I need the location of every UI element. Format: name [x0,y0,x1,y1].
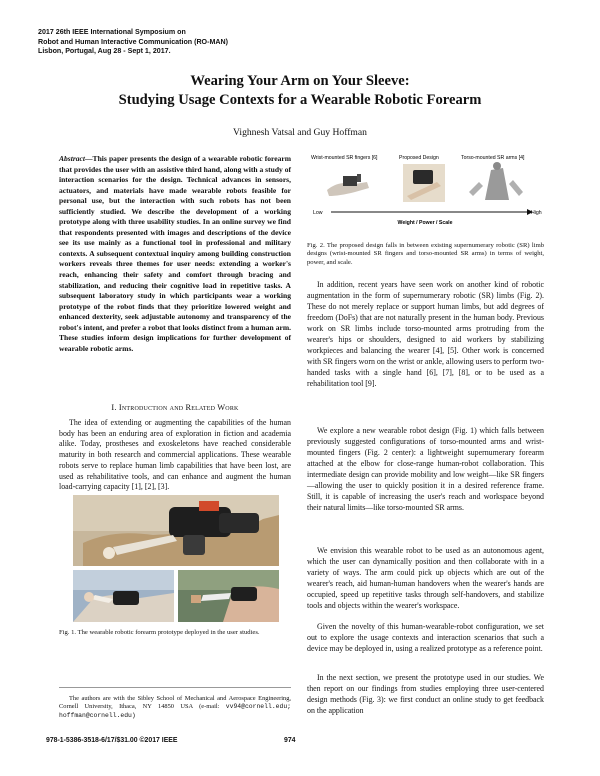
footnote [59,695,291,720]
section-heading: I. Introduction and Related Work [111,403,239,412]
footnote-divider [59,687,291,688]
abstract [59,154,291,354]
photo-bottom-right [178,570,279,622]
conference-line-2: Robot and Human Interactive Communication (RO-MAN) [38,37,228,46]
fig2-axis-high: High [531,210,542,216]
conference-line-3: Lisbon, Portugal, Aug 28 - Sept 1, 2017. [38,47,171,56]
footnote-emails: vv94@cornell.edu; hoffman@cornell.edu) [59,703,291,719]
fig2-image-right [469,162,527,202]
abstract-label: Abstract [59,154,85,163]
photo-top [73,495,279,566]
footer-isbn: 978-1-5386-3518-6/17/$31.00 ©2017 IEEE [46,737,178,744]
paper-title [0,72,600,110]
figure-2-caption: Fig. 2. The proposed design falls in between existing supernumerary robotic (SR) limb designs (wrist-mounted SR fingers and torso-mounted SR arms) in terms of weight, power, and scale. [307,242,544,266]
fig2-label-mid: Proposed Design [399,155,439,161]
fig2-axis-low: Low [313,210,323,216]
conference-header [38,28,228,57]
right-paragraph-2: We explore a new wearable robot design (Fig. 1) which falls between previously suggested configurations of torso-mounted arms and wrist-mounted fingers (Fig. 2 center): a lightweight supernumerary forearm attached at the elbow for close-range human-robot collaboration. This intermediate design can provide mobility and low weight—like SR fingers—allowing the user to quickly position it in a desired reference frame. Still, it is capable of increasing the user's reach and workspace beyond their natural limits—like torso-mounted SR arms. [307,426,544,512]
conference-line-1: 2017 26th IEEE International Symposium on [38,28,186,36]
right-paragraph-1: In addition, recent years have seen work on another kind of robotic augmentation in the form of supernumerary robotic (SR) limbs (Fig. 2). These do not merely replace or support human limbs, but add degrees of freedom (DoFs) that are not naturally present in the human body. Previous work on SR limbs include torso-mounted arms protruding from the wearer's hips or shoulders, designed to aid workers by stabilizing workpieces and balancing the wearer [4], [5]. Other work is concerned with SR fingers worn on the wrist or ankle, allowing users to perform two-handed tasks with a single hand [6], [7], [8], or to be used as a rehabilitation tool [9]. [307,280,544,388]
right-paragraph-4: Given the novelty of this human-wearable-robot configuration, we set out to explore the usage contexts and interaction scenarios that such a device may be deployed in, using a realized prototype as a reference point. [307,622,544,653]
right-paragraph-3: We envision this wearable robot to be used as an autonomous agent, which the user can dynamically position and then collaborate with in a variety of ways. The arm could pick up objects which are out of the wearer's reach, aid human-human handovers when the wearer's hands are occupied, speed up repetitive tasks through self-handovers, and stabilize tools and objects within the wearer's workspace. [307,546,544,610]
fig2-label-left: Wrist-mounted SR fingers [6] [311,155,378,161]
footnote-text: The authors are with the Sibley School of Mechanical and Aerospace Engineering, Cornell University, Ithaca, NY 14850 USA (e-mail: [59,695,291,711]
page-number: 974 [284,737,296,744]
section1-paragraph: The idea of extending or augmenting the capabilities of the human body has been an enduring area of exploration in fiction and academia alike. Today, prostheses and exoskeletons have reached considerable maturity in both research and commercial applications. These wearable robots serve to replace human limb capabilities that have been lost, are used as rehabilitative tools, and can enhance and augment the human load-carrying capacity [1], [2], [3]. [59,418,291,492]
fig2-image-left [323,164,373,202]
figure-1-photos [73,495,279,622]
fig2-label-right: Torso-mounted SR arms [4] [461,155,525,161]
title-line-1: Wearing Your Arm on Your Sleeve: [190,73,410,89]
authors: Vighnesh Vatsal and Guy Hoffman [233,127,367,138]
fig2-axis-title: Weight / Power / Scale [397,220,453,226]
photo-bottom-left [73,570,174,622]
figure-2-diagram [309,152,542,232]
title-line-2: Studying Usage Contexts for a Wearable Robotic Forearm [118,92,482,108]
figure-1-caption: Fig. 1. The wearable robotic forearm prototype deployed in the user studies. [59,629,260,636]
abstract-text: —This paper presents the design of a wearable robotic forearm that provides the user with an assistive third hand, along with a study of interaction scenarios for the design. Technical advances in sensors, actuators, and materials have made wearable robots feasible for personal use, but the interaction with such robots has not been sufficiently studied. We describe the development of a working prototype along with three usability studies. In an online survey we find that respondents presented with images and descriptions of the device see its use mainly as a functional tool in professional and military contexts. A subsequent contextual inquiry among building construction workers reveals three themes for user needs: extending a worker's reach, enhancing their safety and comfort through bracing and stabilization, and reducing their cognitive load in repetitive tasks. A subsequent laboratory study in which participants wear a working prototype of the robot finds that they prioritize lowered weight and enhanced dexterity, seek adjustable autonomy and transparency of the robot's intent, and prefer a robot that looks distinct from a human arm. These studies inform design implications for further development of wearable robotic arms. [59,154,291,353]
fig2-axis-arrow [331,209,533,215]
fig2-image-mid [403,164,445,202]
right-paragraph-5: In the next section, we present the prototype used in our studies. We then report on our findings from studies employing three user-centered design methods (Fig. 3): we first conduct an online study to get feedback on the application [307,673,544,715]
